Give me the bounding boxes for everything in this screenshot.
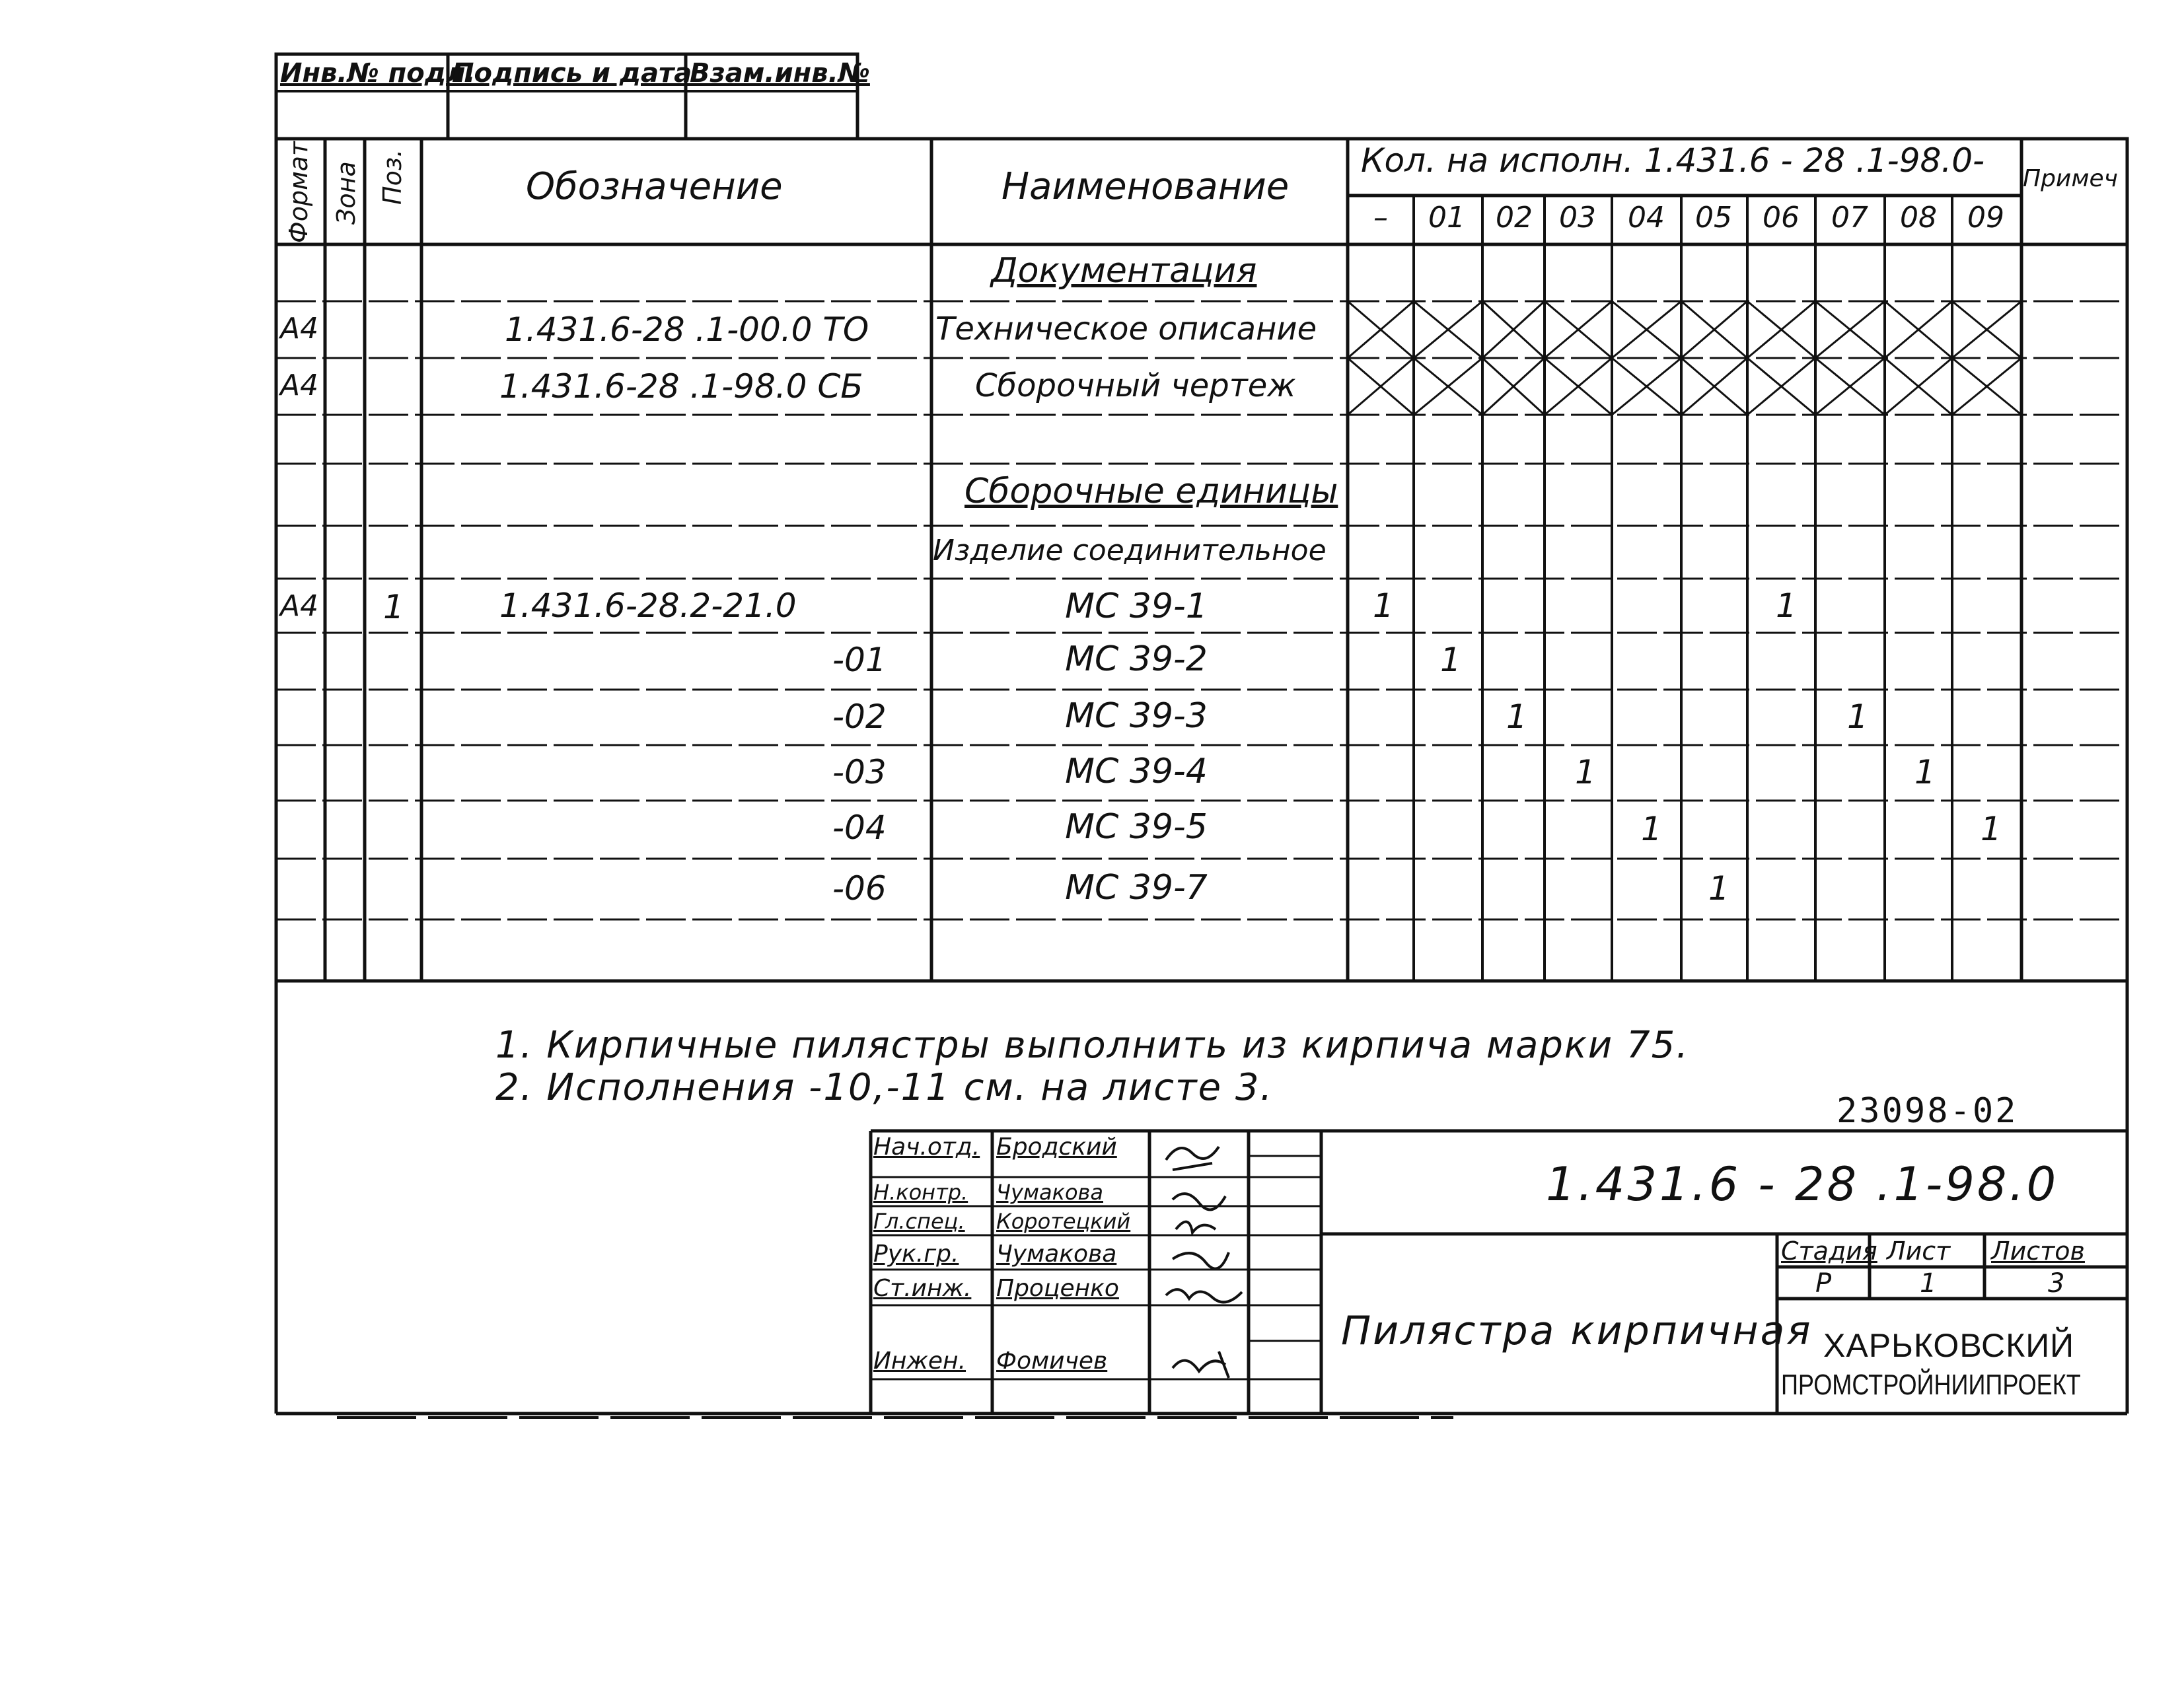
- signature-name: Проценко: [996, 1275, 1119, 1302]
- row-designation: 1.431.6-28 .1-00.0 ТО: [505, 310, 869, 349]
- stamp-inv-number-label: Инв.№ подл.: [280, 58, 476, 89]
- signature-name: Чумакова: [996, 1180, 1103, 1205]
- row-format: А4: [280, 369, 319, 402]
- note-1: 1. Кирпичные пилястры выполнить из кирпича марки 75.: [495, 1024, 1690, 1067]
- row-designation: -02: [832, 698, 887, 736]
- name-header: Наименование: [1001, 165, 1290, 208]
- qty-mark: 1: [1575, 753, 1596, 791]
- stamp-signature-date-label: Подпись и дата: [452, 58, 692, 89]
- row-designation: -01: [832, 641, 887, 679]
- signature-role: Нач.отд.: [873, 1133, 980, 1161]
- row-name: МС 39-7: [1065, 868, 1208, 908]
- qty-col-base: –: [1373, 201, 1388, 234]
- note-2: 2. Исполнения -10,-11 см. на листе 3.: [495, 1066, 1274, 1109]
- sheets-label: Листов: [1991, 1237, 2085, 1266]
- qty-col-02: 02: [1496, 201, 1533, 234]
- row-name: МС 39-3: [1065, 696, 1208, 736]
- qty-mark: 1: [1440, 641, 1461, 679]
- signature-name: Бродский: [996, 1133, 1117, 1161]
- organization-line1: ХАРЬКОВСКИЙ: [1823, 1327, 2075, 1364]
- row-designation: -03: [832, 753, 887, 791]
- row-name: МС 39-2: [1065, 639, 1208, 679]
- qty-mark: 1: [1373, 587, 1394, 625]
- row-name: МС 39-5: [1065, 807, 1208, 847]
- sheet-label: Лист: [1887, 1237, 1951, 1266]
- row-designation: 1.431.6-28 .1-98.0 СБ: [499, 367, 863, 406]
- signature-name: Чумакова: [996, 1240, 1117, 1268]
- archive-number: 23098-02: [1837, 1091, 2018, 1131]
- document-designation: 1.431.6 - 28 .1-98.0: [1546, 1157, 2059, 1211]
- qty-col-09: 09: [1967, 201, 2004, 234]
- stage-label: Стадия: [1781, 1237, 1877, 1266]
- row-designation: -06: [832, 869, 887, 908]
- subgroup-title: Изделие соединительное: [933, 534, 1327, 567]
- stamp-replacement-inv-label: Взам.инв.№: [690, 58, 870, 89]
- position-column-header: Поз.: [378, 149, 407, 205]
- qty-mark: 1: [1981, 810, 2002, 848]
- note-header: Примеч: [2023, 165, 2118, 192]
- signature-role: Ст.инж.: [873, 1275, 972, 1302]
- signature-role: Н.контр.: [873, 1180, 968, 1205]
- row-format: А4: [280, 589, 319, 623]
- qty-mark: 1: [1776, 587, 1797, 625]
- stage-value: Р: [1815, 1268, 1832, 1299]
- qty-mark: 1: [1914, 753, 1936, 791]
- row-name: МС 39-4: [1065, 752, 1208, 791]
- section-assembly-units: Сборочные единицы: [965, 472, 1338, 511]
- format-column-header: Формат: [284, 141, 313, 243]
- designation-header: Обозначение: [526, 165, 783, 208]
- sheet-value: 1: [1920, 1268, 1937, 1299]
- row-name: Техническое описание: [935, 310, 1317, 347]
- row-name: Сборочный чертеж: [975, 367, 1296, 404]
- row-format: А4: [280, 312, 319, 345]
- qty-mark: 1: [1847, 698, 1868, 736]
- qty-col-04: 04: [1628, 201, 1665, 234]
- signature-role: Гл.спец.: [873, 1209, 965, 1234]
- signature-name: Фомичев: [996, 1348, 1108, 1375]
- signature-role: Инжен.: [873, 1348, 966, 1375]
- row-designation: 1.431.6-28.2-21.0: [499, 587, 797, 625]
- qty-col-07: 07: [1831, 201, 1868, 234]
- qty-mark: 1: [1708, 869, 1729, 908]
- qty-col-05: 05: [1695, 201, 1732, 234]
- quantity-header: Кол. на исполн. 1.431.6 - 28 .1-98.0-: [1361, 141, 1985, 180]
- row-position: 1: [383, 588, 404, 626]
- row-name: МС 39-1: [1065, 587, 1208, 626]
- signature-name: Коротецкий: [996, 1209, 1131, 1234]
- qty-col-01: 01: [1428, 201, 1465, 234]
- organization-line2: ПРОМСТРОЙНИИПРОЕКТ: [1781, 1369, 2081, 1401]
- qty-mark: 1: [1506, 698, 1527, 736]
- row-designation: -04: [832, 809, 887, 847]
- qty-col-08: 08: [1900, 201, 1937, 234]
- signature-role: Рук.гр.: [873, 1240, 959, 1268]
- qty-mark: 1: [1641, 810, 1662, 848]
- qty-col-06: 06: [1763, 201, 1800, 234]
- section-documentation: Документация: [991, 251, 1257, 291]
- sheets-value: 3: [2048, 1268, 2065, 1299]
- handwritten-signatures: [1153, 1133, 1249, 1384]
- qty-col-03: 03: [1559, 201, 1596, 234]
- drawing-title: Пилястра кирпичная: [1341, 1308, 1813, 1354]
- zone-column-header: Зона: [332, 161, 361, 225]
